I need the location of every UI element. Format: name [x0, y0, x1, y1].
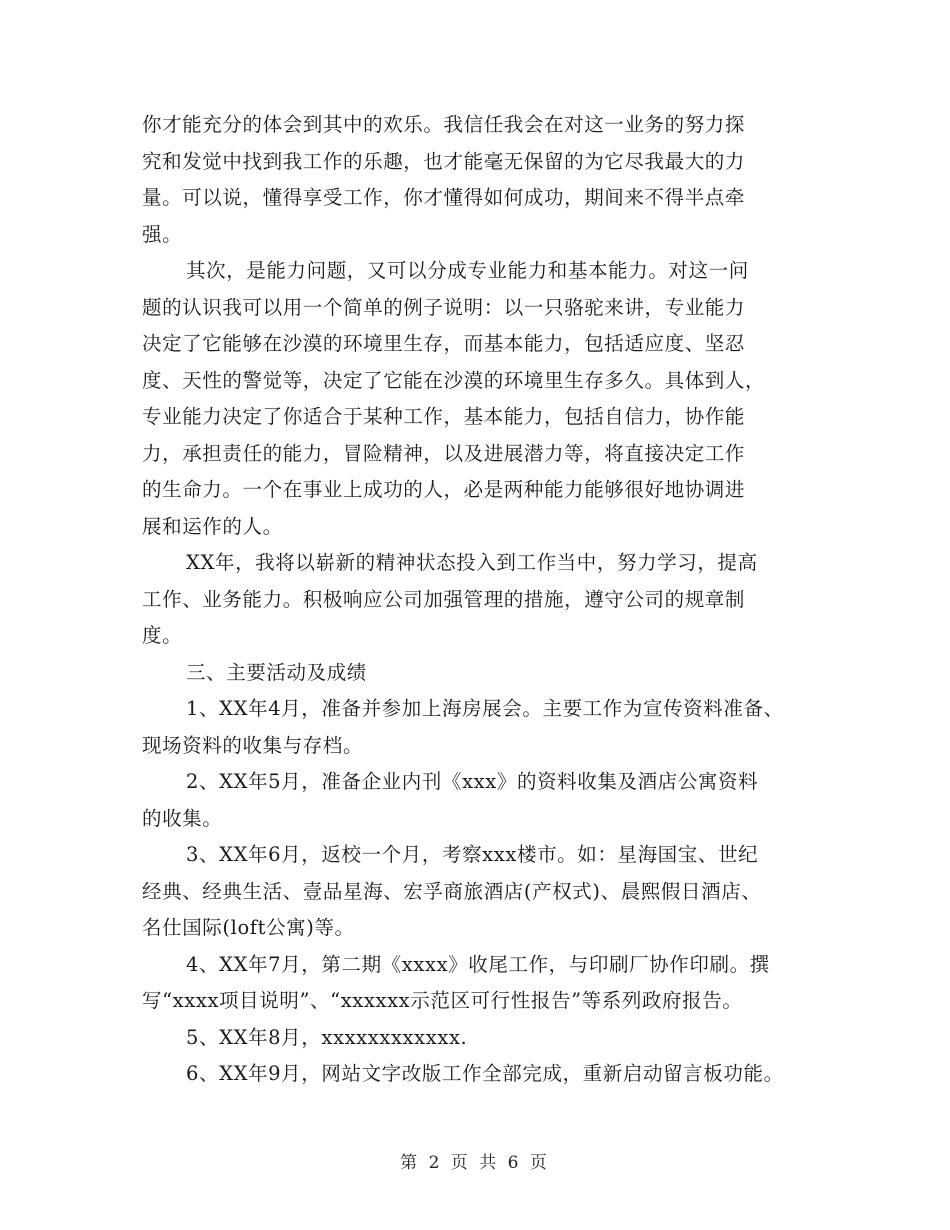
text-line: 工作、业务能力。积极响应公司加强管理的措施，遵守公司的规章制	[142, 587, 746, 611]
text-line: 1、XX年4月，准备并参加上海房展会。主要工作为宣传资料准备、	[186, 697, 784, 720]
document-body	[142, 107, 842, 1093]
text-line: XX年，我将以崭新的精神状态投入到工作当中，努力学习，提高	[186, 551, 758, 574]
text-line: 其次，是能力问题，又可以分成专业能力和基本能力。对这一问	[186, 259, 749, 282]
text-line: 强。	[142, 222, 183, 246]
text-line: 的生命力。一个在事业上成功的人，必是两种能力能够很好地协调进	[142, 478, 746, 501]
text-line: 现场资料的收集与存档。	[142, 733, 364, 757]
text-line: 经典、经典生活、壹品星海、宏孚商旅酒店(产权式)、晨熙假日酒店、	[142, 879, 762, 903]
text-line: 究和发觉中找到我工作的乐趣，也才能毫无保留的为它尽我最大的力	[142, 149, 746, 173]
text-line: 力，承担责任的能力，冒险精神，以及进展潜力等，将直接决定工作	[142, 441, 746, 465]
text-line: 你才能充分的体会到其中的欢乐。我信任我会在对这一业务的努力探	[142, 113, 746, 136]
text-line: 名仕国际(loft公寓)等。	[142, 916, 355, 939]
page-footer: 第 2 页 共 6 页	[400, 1153, 550, 1173]
text-line: 专业能力决定了你适合于某种工作，基本能力，包括自信力，协作能	[142, 405, 746, 428]
text-line: 3、XX年6月，返校一个月，考察xxx楼市。如：星海国宝、世纪	[186, 843, 759, 866]
text-line: 写“xxxx项目说明”、“xxxxxx示范区可行性报告”等系列政府报告。	[142, 989, 743, 1012]
text-line: 度。	[142, 624, 183, 647]
text-line: 4、XX年7月，第二期《xxxx》收尾工作，与印刷厂协作印刷。撰	[186, 952, 770, 976]
text-line: 度、天性的警觉等，决定了它能在沙漠的环境里生存多久。具体到人，	[142, 368, 766, 392]
text-line: 2、XX年5月，准备企业内刊《xxx》的资料收集及酒店公寓资料	[186, 770, 759, 793]
text-line: 量。可以说，懂得享受工作，你才懂得如何成功，期间来不得半点牵	[142, 186, 746, 209]
text-line: 题的认识我可以用一个简单的例子说明：以一只骆驼来讲，专业能力	[142, 295, 746, 319]
text-line: 6、XX年9月，网站文字改版工作全部完成，重新启动留言板功能。	[186, 1062, 784, 1085]
text-line: 决定了它能够在沙漠的环境里生存，而基本能力，包括适应度、坚忍	[142, 332, 746, 355]
text-line: 5、XX年8月，xxxxxxxxxxxx.	[186, 1025, 468, 1049]
text-line: 的收集。	[142, 806, 223, 830]
text-line: 三、主要活动及成绩	[186, 660, 367, 684]
text-line: 展和运作的人。	[142, 514, 283, 538]
